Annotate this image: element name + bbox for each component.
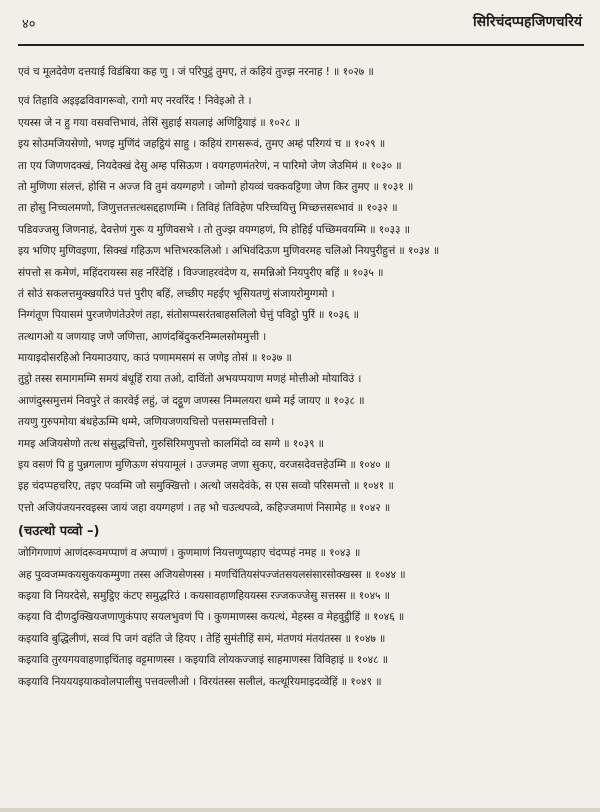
verse-line: एवं तिहावि अइइढविवागरूवो, रागो मए नरवरिंद ! निवेइओ ते । bbox=[18, 95, 252, 108]
verse-line: कइया वि नियरदेसे, समुट्ठिए कंटए समुद्धरिउं । कयसावहाणहिययस्स रज्जकज्जेसु सत्तस्स ॥ १०४५ ॥ bbox=[18, 589, 390, 602]
verse-line: जोगिगणाणं आणंदरूवमप्पाणं व अप्पाणं । कुणमाणं नियत्तणुप्पहाए चंदप्पहं नमह ॥ १०४३ ॥ bbox=[18, 547, 361, 560]
verse-line: इह चंदप्पहचरिए, तइए पव्वम्मि जो समुक्खित्तो । अत्थो जसदेवंके, स एस सव्वो परिसमत्तो ॥ १०४१ ॥ bbox=[18, 480, 394, 493]
verse-line: इय सोउमजियसेणो, भणइ मुणिंदं जहट्ठियं साहु । कहियं रागसरूवं, तुमए अम्हं परिगयं च ॥ १०२९ ॥ bbox=[18, 138, 386, 151]
verse-line: कइयावि बुद्धिलीणं, सव्वं पि जगं वहंति जे हियए । तेहिं सुमंतीहिं समं, मंतणयं मंतयंतस्स ॥ १०४७ ॥ bbox=[18, 632, 386, 645]
verse-line: ता एय जिणणदक्खं, नियदेक्खं देसु अम्ह पसिऊण । वयगहणमंतरेणं, न पारिमो जेण जेउमिमं ॥ १०३० ॥ bbox=[18, 159, 402, 172]
verse-line: इय भणिए मुणिवइणा, सिक्खं गहिऊण भत्तिभरकलिओ । अभिवंदिऊण मुणिवरमह चलिओ नियपुरीहुत्तं ॥ १०३४ ॥ bbox=[18, 245, 440, 258]
page-edge bbox=[0, 808, 600, 812]
running-title: सिरिचंदप्पहजिणचरियं bbox=[473, 14, 582, 30]
verse-line: निग्गंतूण पियासमं पुरजणेणंतेउरेणं तहा, संतोसप्पसरंतबाहसलिलो घेत्तुं पविट्ठो पुरिं ॥ १०३६ ॥ bbox=[18, 309, 359, 322]
section-heading: (चउत्थो पव्वो –) bbox=[18, 524, 100, 540]
verse-line: तयणु गुरुपमोया बंधहेऊम्मि धम्मे, जणियजणयचित्तो पत्तसम्मत्तवित्तो । bbox=[18, 416, 275, 429]
verse-line: एवं च मूलदेवेण दत्तयाई विडंबिया कह णु । जं परिपुट्ठं तुमए, तं कहियं तुज्झ नरनाह ! ॥ १०२७ ॥ bbox=[18, 66, 374, 78]
page-header bbox=[14, 14, 586, 38]
verse-line: कइया वि दीणदुक्खियजणाणुकंपाए सयलभुवणं पि । कुणमाणस्स कयत्थं, मेहस्स व मेहवुट्ठीहिं ॥ १०४६ ॥ bbox=[18, 611, 405, 624]
verse-line: कइयावि नियययइयाकवोलपालीसु पत्तवल्लीओ । विरयंतस्स सलीलं, कत्थूरियमाइदव्वेहिं ॥ १०४९ ॥ bbox=[18, 675, 382, 688]
verse-line: तत्थागओ य जणयाइ जणे जणित्ता, आणंदबिंदुकरनिम्मलसोममुत्ती । bbox=[18, 330, 267, 343]
verse-line: एत्तो अजियंजयनरवइस्स जायं जहा वयग्गहणं । तह भो चउत्थपव्वे, कहिज्जमाणं निसामेह ॥ १०४२ ॥ bbox=[18, 501, 391, 514]
verse-line: तुट्ठो तस्स समागमम्मि समयं बंधूहिं राया तओ, दाविंतो अभयप्पयाण मणहं मोत्तीओ मोयाविउं । bbox=[18, 373, 362, 386]
verse-line: एयस्स जे न हु गया वसवत्तिभावं, तेसिं सुहाई सयलाइं अणिट्ठियाइं ॥ १०२८ ॥ bbox=[18, 116, 301, 129]
verse-body bbox=[18, 62, 592, 693]
verse-line: पडिवज्जसु जिणनाहं, देवत्तेणं गुरू य मुणिवसभे । तो तुज्झ वयग्गहणं, पि होहिई पच्छिमवयम्मि ॥ १०३३ ॥ bbox=[18, 223, 410, 236]
header-rule bbox=[18, 44, 584, 46]
page-number: ४० bbox=[22, 17, 36, 32]
verse-line: संपत्तो स कमेणं, महिंदरायस्स सह नरिंदेहिं । विज्जाहरवंदेण य, समन्निओ नियपुरीए बहिं ॥ १०३५ ॥ bbox=[18, 266, 384, 279]
verse-line: तं सोउं सकलत्तमुक्खयरिउं पत्तं पुरीए बहिं, लच्छीए महईए भूसियतणुं संजायरोमुग्गमो । bbox=[18, 287, 335, 300]
verse-line: कइयावि तुरयगयवाहणाइचिंताइ वट्टमाणस्स । कइयावि लोयकज्जाइं साहमाणस्स विविहाइं ॥ १०४८ ॥ bbox=[18, 654, 388, 667]
verse-line: इय वसणं पि हु पुन्नगलाण मुणिऊण संपयामूलं । उज्जमह जणा सुकए, वरजसदेवत्तहेउम्मि ॥ १०४० ॥ bbox=[18, 459, 391, 472]
verse-line: मायाइदोसरहिओ नियमाउयाए, काउं पणाममसमं स जणेइ तोसं ॥ १०३७ ॥ bbox=[18, 352, 292, 365]
verse-line: तो मुणिणा संलत्तं, होसि न अज्ज वि तुमं वयग्गहणे । जोग्गो होयव्वं चक्कवट्टिणा जेण किर तुमए ॥ १०३१ ॥ bbox=[18, 180, 414, 193]
verse-line: गमइ अजियसेणो तत्थ संसुद्धचित्तो, गुरुसिरिमणुपत्तो कालमिंदो व्व सग्गे ॥ १०३९ ॥ bbox=[18, 437, 324, 450]
verse-line: आणंदुस्समुत्तमं निवपुरे तं कारवेई लहुं, जं दट्ठूण जणस्स निम्मलयरा धम्मे मई जायए ॥ १०३८ ॥ bbox=[18, 394, 365, 407]
verse-line: अह पुव्वजम्मकयसुकयकम्मुणा तस्स अजियसेणस्स । मणचिंतियसंपज्जंतसयलसंसारसोक्खस्स ॥ १०४४ ॥ bbox=[18, 568, 406, 581]
verse-line: ता होसु निच्चलमणो, जिणुत्ततत्तत्थसद्दहाणम्मि । तिविहं तिविहेण परिच्चयित्तु मिच्छत्तसब्भावं ॥ १०३२ ॥ bbox=[18, 202, 398, 215]
